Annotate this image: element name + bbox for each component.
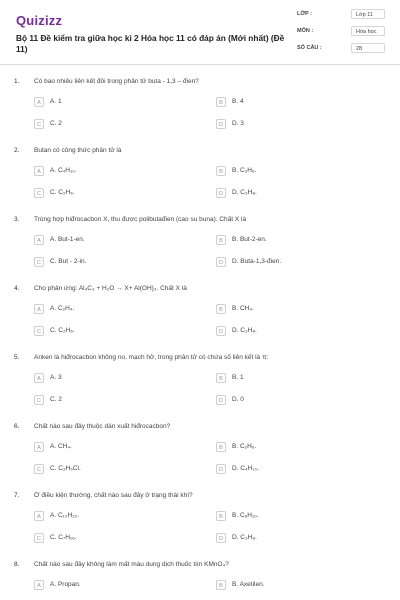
question-number: 4. (14, 285, 20, 292)
option-letter-box: D (216, 326, 226, 336)
option-text: A. C₂H₄. (50, 305, 75, 312)
option-letter-box: A (34, 235, 44, 245)
question-text: Anken là hiđrocacbon không no, mạch hở, trong phân tử có chứa số liên kết là π: (34, 354, 269, 361)
option-letter-box: B (216, 442, 226, 452)
option-letter-box: B (216, 580, 226, 590)
option-letter-box: A (34, 580, 44, 590)
option-letter-box: C (34, 188, 44, 198)
question-number: 6. (14, 423, 20, 430)
option-letter-box: B (216, 235, 226, 245)
option-letter-box: D (216, 119, 226, 129)
option-letter-box: D (216, 464, 226, 474)
question-text: Cho phản ứng: Al₄C₃ + H₂O → X+ Al(OH)₃. Chất X là (34, 285, 187, 292)
option-text: B. C₆H₁₀. (232, 512, 259, 519)
option-text: B. C₃H₆. (232, 167, 257, 174)
option-text: B. 4 (232, 98, 244, 105)
meta-row-subject (297, 26, 387, 38)
option-letter-box: A (34, 373, 44, 383)
option-letter-box: C (34, 395, 44, 405)
option-letter-box: C (34, 464, 44, 474)
option-letter-box: B (216, 373, 226, 383)
option-text: D. C₃H₈. (232, 327, 257, 334)
question-item (0, 147, 400, 216)
option-letter-box: C (34, 326, 44, 336)
option-letter-box: C (34, 119, 44, 129)
option-text: B. Axetilen. (232, 581, 265, 588)
question-item (0, 285, 400, 354)
question-number: 7. (14, 492, 20, 499)
question-number: 2. (14, 147, 20, 154)
option-text: C. 2 (50, 120, 62, 127)
option-text: C. C₂H₆. (50, 189, 75, 196)
option-text: A. CH₄. (50, 443, 72, 450)
option-text: A. 3 (50, 374, 62, 381)
question-item (0, 78, 400, 147)
option-text: D. 3 (232, 120, 244, 127)
question-text: Chất nào sau đây không làm mất màu dung dịch thuốc tím KMnO₄? (34, 561, 229, 568)
option-letter-box: A (34, 511, 44, 521)
option-letter-box: A (34, 166, 44, 176)
question-item (0, 561, 400, 600)
option-text: C. C₂H₆. (50, 327, 75, 334)
question-item (0, 354, 400, 423)
question-number: 8. (14, 561, 20, 568)
worksheet-header (0, 0, 400, 64)
option-text: B. CH₄. (232, 305, 254, 312)
option-letter-box: D (216, 188, 226, 198)
option-text: D. C₃H₈. (232, 534, 257, 541)
option-text: D. Buta-1,3-đien. (232, 258, 282, 265)
meta-label: SỐ CÂU : (297, 45, 322, 51)
option-text: D. C₃H₈. (232, 189, 257, 196)
option-text: A. But-1-en. (50, 236, 85, 243)
page-title: Bộ 11 Đề kiểm tra giữa học kì 2 Hóa học 11 có đáp án (Mới nhất) (Đề 11) (16, 33, 285, 54)
meta-label: MÔN : (297, 28, 314, 34)
option-text: B. But-2-en. (232, 236, 267, 243)
option-text: C. But - 2-in. (50, 258, 87, 265)
option-text: B. C₂H₆. (232, 443, 257, 450)
question-number: 1. (14, 78, 20, 85)
question-item (0, 423, 400, 492)
option-text: A. C₁₀H₂₂. (50, 512, 80, 519)
option-text: C. 2 (50, 396, 62, 403)
meta-panel (297, 9, 387, 60)
option-letter-box: A (34, 304, 44, 314)
question-text: Ở điều kiện thường, chất nào sau đây ở trạng thái khí? (34, 492, 193, 499)
header-divider (0, 64, 400, 65)
question-list (0, 78, 400, 600)
option-letter-box: D (216, 395, 226, 405)
meta-row-class (297, 9, 387, 21)
meta-value: Lớp 11 (351, 9, 385, 19)
question-text: Chất nào sau đây thuộc dẫn xuất hiđrocacbon? (34, 423, 171, 430)
question-number: 5. (14, 354, 20, 361)
question-text: Trùng hợp hiđrocacbon X, thu được polibutađien (cao su buna). Chất X là (34, 216, 247, 223)
option-letter-box: C (34, 257, 44, 267)
meta-value: 28 (351, 43, 385, 53)
option-text: D. C₄H₁₀. (232, 465, 260, 472)
option-letter-box: A (34, 442, 44, 452)
option-letter-box: D (216, 533, 226, 543)
option-letter-box: B (216, 304, 226, 314)
option-text: C. C₂H₅Cl. (50, 465, 81, 472)
meta-row-question-count (297, 43, 387, 55)
quizizz-logo: Quizizz (16, 13, 63, 28)
option-letter-box: A (34, 97, 44, 107)
option-text: C. C₇H₁₆. (50, 534, 77, 541)
option-letter-box: C (34, 533, 44, 543)
meta-label: LỚP : (297, 11, 312, 17)
question-item (0, 216, 400, 285)
option-letter-box: B (216, 166, 226, 176)
option-text: B. 1 (232, 374, 244, 381)
option-text: A. Propan. (50, 581, 81, 588)
option-text: D. 0 (232, 396, 244, 403)
option-letter-box: D (216, 257, 226, 267)
question-item (0, 492, 400, 561)
option-letter-box: B (216, 511, 226, 521)
option-text: A. 1 (50, 98, 62, 105)
option-text: A. C₄H₁₀. (50, 167, 77, 174)
option-letter-box: B (216, 97, 226, 107)
question-text: Butan có công thức phân tử là (34, 147, 122, 154)
question-number: 3. (14, 216, 20, 223)
meta-value: Hóa học (351, 26, 385, 36)
question-text: Có bao nhiêu liên kết đôi trong phân tử buta - 1,3 – đien? (34, 78, 199, 85)
